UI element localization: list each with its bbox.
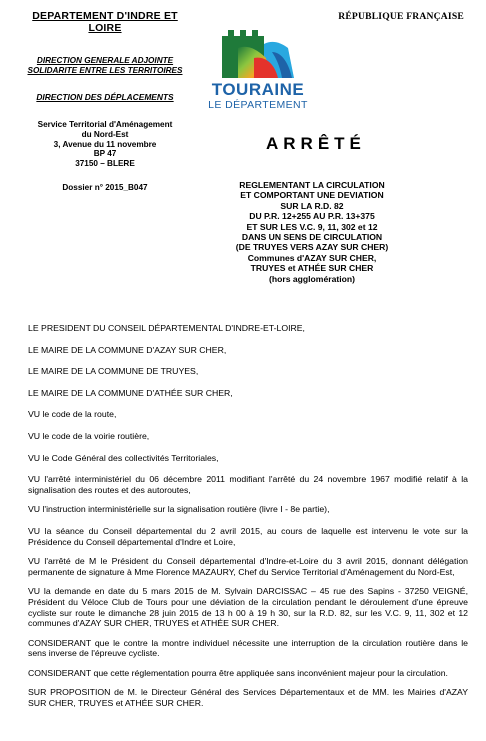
title-line: REGLEMENTANT LA CIRCULATION [239,180,385,190]
direction-deplacements: DIRECTION DES DÉPLACEMENTS [36,92,174,102]
title-line: TRUYES et ATHÉE SUR CHER [250,263,374,274]
preamble [28,323,468,709]
preamble-paragraph: LE MAIRE DE LA COMMUNE DE TRUYES, [28,366,199,377]
service-address [20,120,190,169]
service-line: Service Territorial d'Aménagement [37,120,173,129]
preamble-paragraph: LE PRESIDENT DU CONSEIL DÉPARTEMENTAL D'INDRE-ET-LOIRE, [28,323,305,333]
direction-line: SOLIDARITE ENTRE LES TERRITOIRES [27,66,183,75]
preamble-paragraph: VU le code de la route, [28,409,117,420]
title-line: SUR LA R.D. 82 [280,200,344,211]
castle-emblem-icon [208,22,308,80]
document-type: ARRÊTÉ [266,134,366,153]
title-line: ET COMPORTANT UNE DEVIATION [240,190,384,201]
arrete-title [212,180,412,284]
logo-title: TOURAINE [211,80,305,99]
preamble-paragraph: VU l'arrêté interministériel du 06 décembre 2011 modifiant l'arrêté du 24 novembre 1967 modifié relatif à la signalisation des routes et des autoroutes, [28,474,468,495]
preamble-paragraph: CONSIDERANT que le contre la montre individuel nécessite une interruption de la circulation routière dans le sens inverse de l'épreuve cycliste. [28,637,468,659]
republic-label: RÉPUBLIQUE FRANÇAISE [338,11,464,22]
department-name: DEPARTEMENT D'INDRE ET LOIRE [32,10,178,34]
touraine-logo [208,22,308,122]
service-line: 3, Avenue du 11 novembre [53,139,157,149]
logo-subtitle: LE DÉPARTEMENT [208,99,308,111]
preamble-paragraph: VU l'instruction interministérielle sur la signalisation routière (livre I - 8e partie), [28,504,330,515]
issuer-block [20,10,190,192]
preamble-paragraph: VU l'arrêté de M le Président du Conseil départemental d'Indre-et-Loire du 3 avril 2015, donnant délégation permanente de signature à Mme Florence MAZAURY, Chef du Service Territorial d'Aménagement du Nord-Est, [28,556,468,577]
dossier-number: Dossier n° 2015_B047 [62,182,148,192]
service-line: BP 47 [93,149,117,159]
title-line: (hors agglomération) [269,273,355,284]
title-line: DU P.R. 12+255 AU P.R. 13+375 [249,211,375,222]
title-line: ET SUR LES V.C. 9, 11, 302 et 12 [246,221,378,232]
direction-generale [20,56,190,76]
preamble-paragraph: VU la demande en date du 5 mars 2015 de M. Sylvain DARCISSAC – 45 rue des Sapins - 37250 VEIGNÉ, Président du Véloce Club de Tours pour une déviation de la circulation pendant le déroulement d'une épreuve cycliste sur route le dimanche 28 juin 2015 de 13 h 00 à 19 h 30, sur la R.D. 82, sur les V.C. 9, 11, 302 et 12 communes d'AZAY SUR CHER, TRUYES et ATHÉE SUR CHER. [28,586,468,629]
preamble-paragraph: VU la séance du Conseil départemental du 2 avril 2015, au cours de laquelle est intervenu le vote sur la Présidence du Conseil départemental d'Indre et Loire, [28,525,468,547]
preamble-paragraph: LE MAIRE DE LA COMMUNE D'ATHÉE SUR CHER, [28,387,233,398]
title-line: DANS UN SENS DE CIRCULATION [241,232,383,243]
direction-line: DIRECTION GENERALE ADJOINTE [36,56,174,65]
preamble-paragraph: LE MAIRE DE LA COMMUNE D'AZAY SUR CHER, [28,344,227,355]
title-line: Communes d'AZAY SUR CHER, [247,252,377,263]
preamble-paragraph: CONSIDERANT que cette réglementation pourra être appliquée sans inconvénient majeur pour la circulation. [28,667,448,678]
preamble-paragraph: SUR PROPOSITION de M. le Directeur Général des Services Départementaux et de MM. les Mairies d'AZAY SUR CHER, TRUYES et ATHÉE SUR CHER. [28,687,468,709]
preamble-paragraph: VU le Code Général des collectivités Territoriales, [28,452,219,463]
service-line: 37150 – BLERE [75,159,135,169]
title-line: (DE TRUYES VERS AZAY SUR CHER) [235,242,389,253]
service-line: du Nord-Est [81,129,129,139]
preamble-paragraph: VU le code de la voirie routière, [28,430,150,441]
